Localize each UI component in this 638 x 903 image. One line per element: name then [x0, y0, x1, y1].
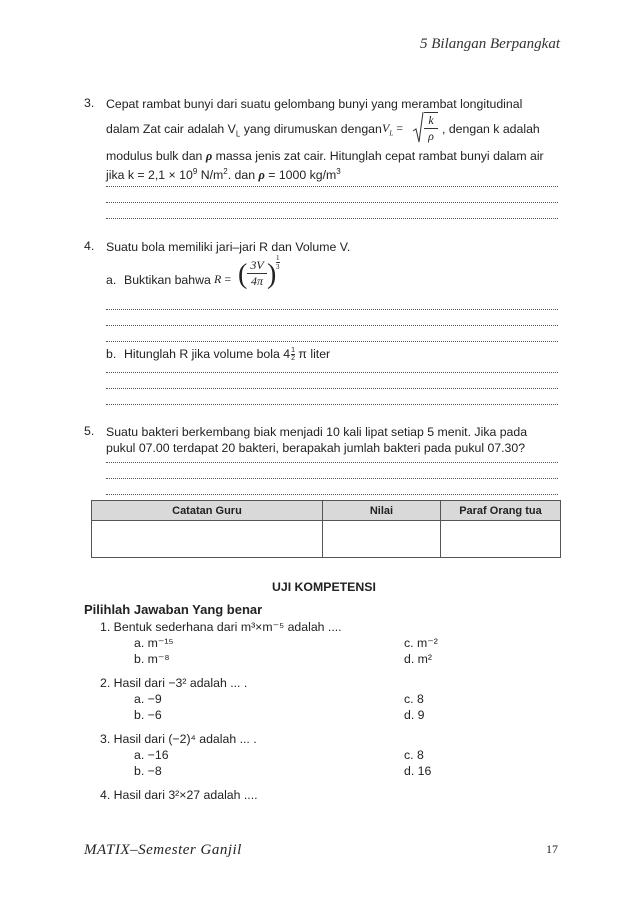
mcq-1-option-c[interactable]: c. m⁻²	[404, 636, 438, 650]
score-cell[interactable]	[322, 521, 440, 558]
answer-line[interactable]	[106, 341, 558, 342]
mcq-3-option-b[interactable]: b. −8	[134, 764, 162, 778]
mcq-3-option-a[interactable]: a. −16	[134, 748, 169, 762]
parent-signature-header: Paraf Orang tua	[440, 501, 560, 521]
mcq-4-question: 4. Hasil dari 3²×27 adalah ....	[100, 788, 258, 802]
section-instruction: Pilihlah Jawaban Yang benar	[84, 602, 263, 617]
question-4a-text: Buktikan bahwa	[124, 273, 211, 287]
answer-line[interactable]	[106, 494, 558, 495]
question-5-number: 5.	[84, 424, 95, 438]
answer-line[interactable]	[106, 462, 558, 463]
question-4b-label: b.	[106, 347, 117, 361]
teacher-notes-cell[interactable]	[92, 521, 323, 558]
answer-line[interactable]	[106, 218, 558, 219]
section-title: UJI KOMPETENSI	[272, 580, 376, 594]
mcq-1-question: 1. Bentuk sederhana dari m³×m⁻⁵ adalah ....	[100, 620, 342, 634]
score-header: Nilai	[322, 501, 440, 521]
question-4-line-1: Suatu bola memiliki jari–jari R dan Volume V.	[106, 240, 351, 254]
answer-line[interactable]	[106, 309, 558, 310]
mcq-2-question: 2. Hasil dari −3² adalah ... .	[100, 676, 248, 690]
footer-book-title: MATIX–Semester Ganjil	[84, 842, 242, 858]
page-number: 17	[546, 842, 558, 856]
question-4a-label: a.	[106, 273, 117, 287]
mcq-1-option-b[interactable]: b. m⁻⁸	[134, 652, 170, 666]
mcq-3-question: 3. Hasil dari (−2)⁴ adalah ... .	[100, 732, 257, 746]
teacher-notes-header: Catatan Guru	[92, 501, 323, 521]
answer-line[interactable]	[106, 325, 558, 326]
chapter-title: 5 Bilangan Berpangkat	[420, 36, 560, 52]
answer-line[interactable]	[106, 186, 558, 187]
question-4-number: 4.	[84, 239, 95, 253]
question-3-line-4: jika $k = 2,1 \times 10^9$ $N/m^2$. dan ρ = 1000 $kg/m^3$	[106, 167, 341, 183]
parent-signature-cell[interactable]	[440, 521, 560, 558]
question-3-number: 3.	[84, 96, 95, 110]
question-3-line-3: modulus bulk dan ρ massa jenis zat cair. Hitunglah cepat rambat bunyi dalam air	[106, 149, 544, 163]
question-4b-text: Hitunglah R jika volume bola 4 $\frac{1}{2}$ π liter	[124, 347, 331, 363]
mcq-2-option-a[interactable]: a. −9	[134, 692, 162, 706]
answer-line[interactable]	[106, 202, 558, 203]
answer-line[interactable]	[106, 372, 558, 373]
mcq-2-option-b[interactable]: b. −6	[134, 708, 162, 722]
radius-formula: R = ( 3V 4π ) 1 3	[214, 254, 280, 290]
question-3-line-1: Cepat rambat bunyi dari suatu gelombang bunyi yang merambat longitudinal	[106, 97, 523, 111]
answer-line[interactable]	[106, 404, 558, 405]
grade-table	[91, 500, 561, 558]
mcq-1-option-d[interactable]: d. m²	[404, 652, 433, 666]
answer-line[interactable]	[106, 388, 558, 389]
answer-line[interactable]	[106, 478, 558, 479]
mcq-2-option-c[interactable]: c. 8	[404, 692, 424, 706]
question-5-line-2: pukul 07.00 terdapat 20 bakteri, berapakah jumlah bakteri pada pukul 07.30?	[106, 441, 526, 455]
question-5-line-1: Suatu bakteri berkembang biak menjadi 10 kali lipat setiap 5 menit. Jika pada	[106, 425, 528, 439]
mcq-1-option-a[interactable]: a. m⁻¹⁵	[134, 636, 174, 650]
mcq-3-option-c[interactable]: c. 8	[404, 748, 424, 762]
mcq-3-option-d[interactable]: d. 16	[404, 764, 432, 778]
mcq-2-option-d[interactable]: d. 9	[404, 708, 425, 722]
question-3-line-2: dalam Zat cair adalah $V_L$ yang dirumuskan dengan	[106, 122, 382, 139]
sqrt-sign-icon	[412, 111, 424, 145]
question-3-line-2-end: , dengan k adalah	[442, 122, 540, 136]
